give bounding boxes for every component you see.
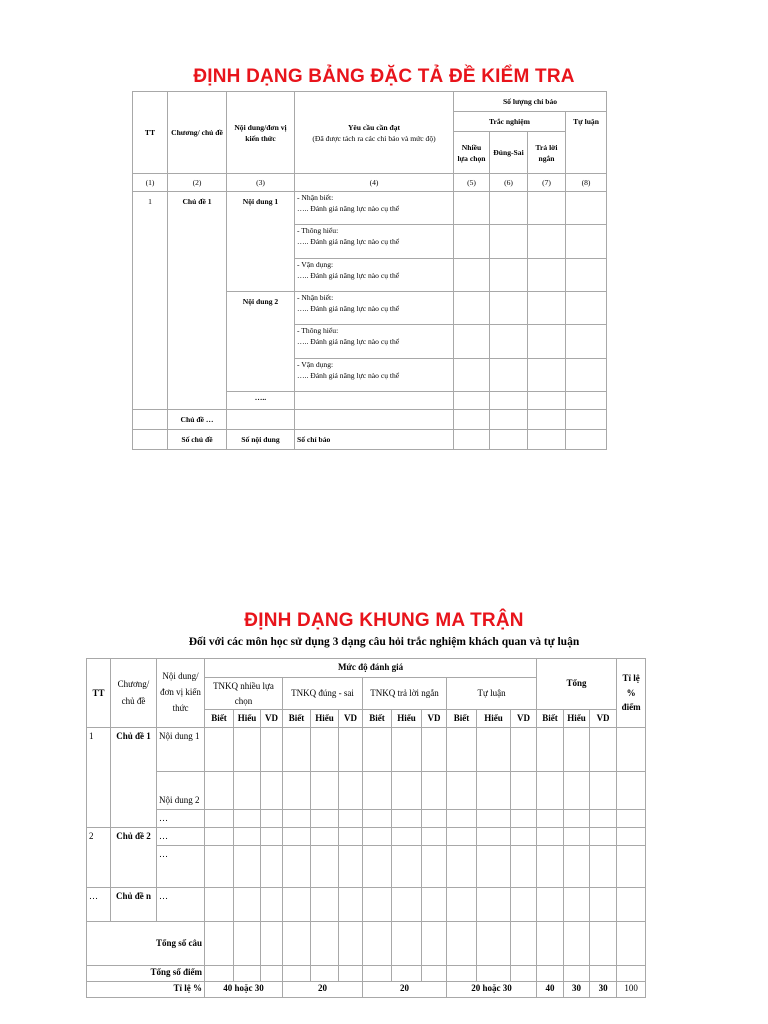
header-apply: VD (590, 710, 617, 728)
row-number: … (87, 888, 111, 922)
header-true-false: Đúng-Sai (490, 132, 528, 174)
col-number: (7) (528, 174, 566, 192)
level-label: - Vận dụng: (297, 360, 334, 369)
ratio-tnkq-short: 20 (363, 982, 447, 998)
level-cell (295, 259, 454, 292)
content-cell: … (157, 888, 205, 922)
header-essay: Tự luận (447, 678, 537, 710)
header-content: Nội dung/đơn vị kiến thức (157, 659, 205, 728)
level-cell (295, 325, 454, 359)
level-desc: ….. Đánh giá năng lực nào cụ thể (297, 337, 400, 346)
header-apply: VD (339, 710, 363, 728)
row-number: 2 (87, 828, 111, 888)
topic-cell: Chủ đề 1 (168, 192, 227, 410)
header-short-answer: Trả lời ngắn (528, 132, 566, 174)
content-cell: Nội dung 2 (157, 772, 205, 810)
level-label: - Thông hiểu: (297, 226, 339, 235)
row-number: 1 (133, 192, 168, 410)
level-label: - Nhận biết: (297, 293, 334, 302)
content-cell: Nội dung 1 (157, 728, 205, 772)
col-number: (6) (490, 174, 528, 192)
content-cell: Nội dung 2 (227, 292, 295, 392)
level-cell (295, 192, 454, 225)
level-desc: ….. Đánh giá năng lực nào cụ thể (297, 371, 400, 380)
matrix-subtitle: Đối với các môn học sử dụng 3 dạng câu hỏi trắc nghiệm khách quan và tự luận (188, 636, 580, 648)
ratio-total-apply: 30 (590, 982, 617, 998)
content-cell: … (157, 828, 205, 846)
ratio-label: Tỉ lệ % (87, 982, 205, 998)
matrix-title: ĐỊNH DẠNG KHUNG MA TRẬN (244, 610, 524, 631)
header-tnkq-multiple: TNKQ nhiều lựa chọn (205, 678, 283, 710)
header-know: Biết (205, 710, 234, 728)
header-know: Biết (537, 710, 564, 728)
header-apply: VD (261, 710, 283, 728)
ratio-tnkq-true-false: 20 (283, 982, 363, 998)
spec-table (132, 91, 607, 450)
header-understand: Hiểu (564, 710, 590, 728)
level-cell (295, 225, 454, 259)
header-content: Nội dung/đơn vị kiến thức (227, 92, 295, 174)
header-know: Biết (283, 710, 311, 728)
header-score-ratio: Tỉ lệ % điểm (617, 659, 646, 728)
header-know: Biết (363, 710, 392, 728)
header-understand: Hiểu (477, 710, 511, 728)
header-assessment-level: Mức độ đánh giá (205, 659, 537, 678)
header-tnkq-true-false: TNKQ đúng - sai (283, 678, 363, 710)
level-label: - Nhận biết: (297, 193, 334, 202)
header-requirement-note: (Đã được tách ra các chỉ báo và mức độ) (312, 133, 436, 143)
header-requirement (295, 92, 454, 174)
level-desc: ….. Đánh giá năng lực nào cụ thể (297, 237, 400, 246)
header-indicator-count: Số lượng chỉ báo (454, 92, 607, 112)
content-cell: … (157, 810, 205, 828)
sum-content-cell: Số nội dung (227, 430, 295, 450)
level-label: - Vận dụng: (297, 260, 334, 269)
col-number: (5) (454, 174, 490, 192)
header-chapter: Chương/ chủ đề (111, 659, 157, 728)
col-number: (1) (133, 174, 168, 192)
header-tnkq-short: TNKQ trả lời ngắn (363, 678, 447, 710)
ratio-essay: 20 hoặc 30 (447, 982, 537, 998)
level-desc: ….. Đánh giá năng lực nào cụ thể (297, 271, 400, 280)
header-understand: Hiểu (392, 710, 422, 728)
col-number: (2) (168, 174, 227, 192)
header-many-choice: Nhiều lựa chọn (454, 132, 490, 174)
level-desc: ….. Đánh giá năng lực nào cụ thể (297, 204, 400, 213)
header-requirement-label: Yêu cầu cần đạt (347, 122, 401, 132)
topic-more-cell: Chủ đề … (168, 410, 227, 430)
sum-indicator-cell: Số chỉ báo (295, 430, 454, 450)
header-chapter: Chương/ chủ đề (168, 92, 227, 174)
level-cell (295, 292, 454, 325)
header-tt: TT (133, 92, 168, 174)
total-questions-label: Tổng số câu (87, 922, 205, 966)
header-apply: VD (511, 710, 537, 728)
content-cell: Nội dung 1 (227, 192, 295, 292)
header-tt: TT (87, 659, 111, 728)
matrix-table (86, 658, 646, 998)
header-apply: VD (422, 710, 447, 728)
header-multiple-choice: Trắc nghiệm (454, 112, 566, 132)
topic-cell: Chủ đề 2 (111, 828, 157, 888)
col-number: (8) (566, 174, 607, 192)
sum-topic-cell: Số chủ đề (168, 430, 227, 450)
header-know: Biết (447, 710, 477, 728)
ellipsis-cell: ….. (227, 392, 295, 410)
header-essay: Tự luận (566, 112, 607, 174)
ratio-tnkq-multiple: 40 hoặc 30 (205, 982, 283, 998)
ratio-total-understand: 30 (564, 982, 590, 998)
level-label: - Thông hiểu: (297, 326, 339, 335)
col-number: (3) (227, 174, 295, 192)
col-number: (4) (295, 174, 454, 192)
ratio-total-know: 40 (537, 982, 564, 998)
topic-cell: Chủ đề n (111, 888, 157, 922)
spec-table-title: ĐỊNH DẠNG BẢNG ĐẶC TẢ ĐỀ KIỂM TRA (193, 66, 575, 87)
topic-cell: Chủ đề 1 (111, 728, 157, 828)
header-total: Tổng (537, 659, 617, 710)
level-cell (295, 359, 454, 392)
header-understand: Hiểu (234, 710, 261, 728)
header-understand: Hiểu (311, 710, 339, 728)
ratio-grand-total: 100 (617, 982, 646, 998)
content-cell: … (157, 846, 205, 888)
row-number: 1 (87, 728, 111, 828)
level-desc: ….. Đánh giá năng lực nào cụ thể (297, 304, 400, 313)
total-score-label: Tổng số điểm (87, 966, 205, 982)
